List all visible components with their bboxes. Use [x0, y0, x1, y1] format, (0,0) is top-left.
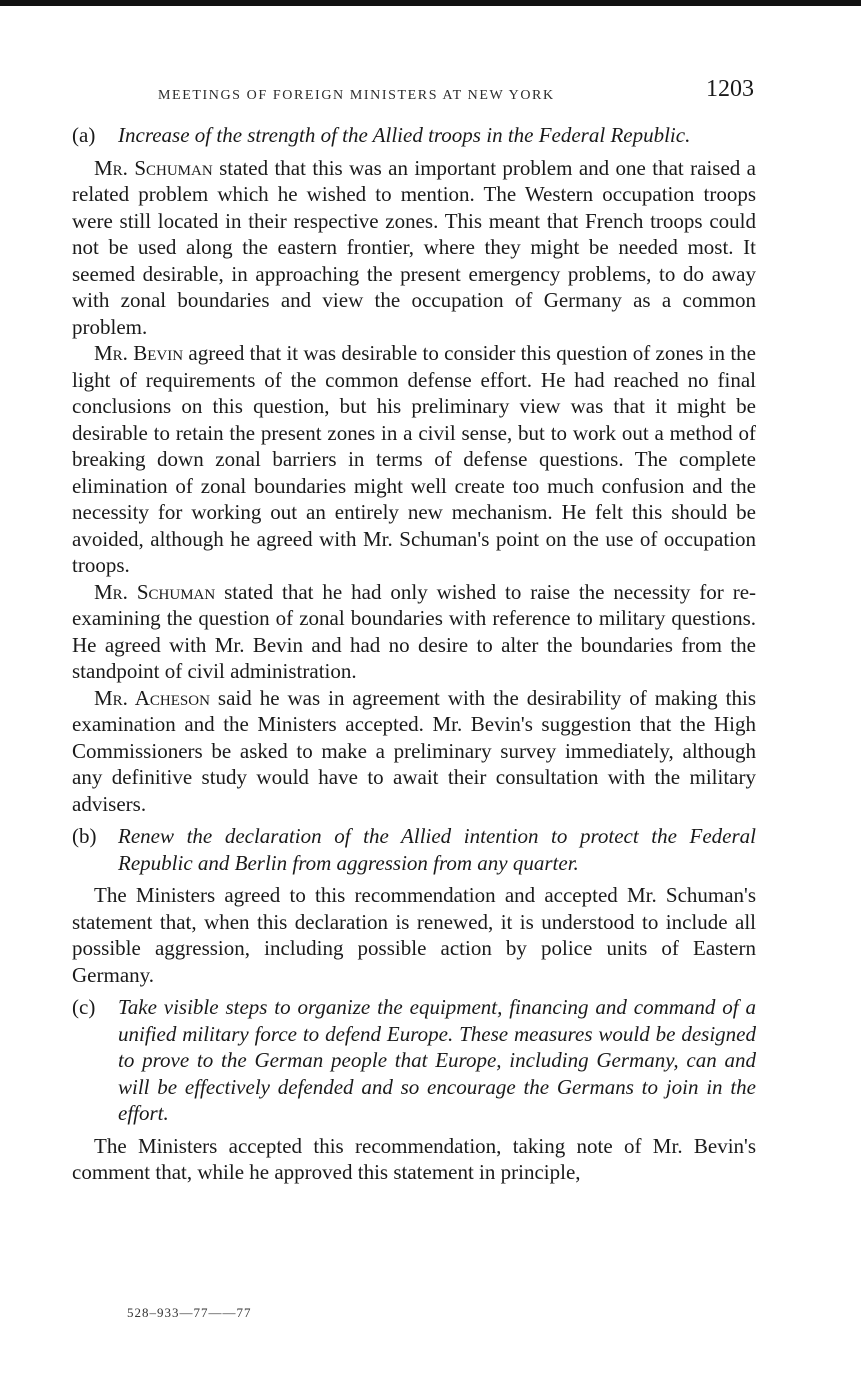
speaker-name: Mr. Bevin	[94, 341, 184, 365]
paragraph-text: said he was in agreement with the desirability of making this examination and the Ministers accepted. Mr. Bevin's suggestion that the High Commissioners be asked to make a preliminary survey immediately, although any definitive study would have to await their consultation with the military advisers.	[72, 685, 757, 816]
print-code: 528–933—77——77	[127, 1305, 252, 1320]
speaker-name: Mr. Acheson	[94, 685, 210, 710]
paragraph-text: stated that this was an important problem and one that raised a related problem which he wished to mention. The Western occupation troops were still located in their respective zones. This meant that French troops could not be used along the eastern frontier, where they might be needed most. It seemed desirable, in approaching the present emergency problems, to do away with zonal boundaries and view the occupation of Germany as a common problem.	[72, 155, 757, 339]
paragraph-text: The Ministers agreed to this recommendation and accepted Mr. Schuman's statement that, when this declaration is renewed, it is understood to include all possible aggression, including possible action by police units of Eastern Germany.	[72, 883, 756, 987]
item-text: Take visible steps to organize the equipment, financing and command of a unified military force to defend Europe. These measures would be designed to prove to the German people that Europe, including Germany, can and will be effectively defended and so encourage the Germans to join in the effort.	[118, 995, 756, 1125]
paragraph	[72, 155, 756, 341]
paragraph-text: stated that he had only wished to raise the necessity for re-examining the question of zonal boundaries with reference to military questions. He agreed with Mr. Bevin and had no desire to alter the boundaries from the standpoint of civil administration.	[72, 579, 757, 683]
paragraph	[72, 1133, 756, 1186]
document-body	[72, 122, 756, 1186]
paragraph-text: The Ministers accepted this recommendation, taking note of Mr. Bevin's comment that, while he approved this statement in principle,	[72, 1133, 756, 1184]
speaker-name: Mr. Schuman	[94, 155, 213, 180]
list-item-b	[72, 823, 756, 876]
page-header	[70, 76, 758, 112]
paragraph	[72, 685, 756, 818]
item-text: Renew the declaration of the Allied intention to protect the Federal Republic and Berlin from aggression from any quarter.	[118, 824, 756, 875]
paragraph-text: agreed that it was desirable to consider this question of zones in the light of requirements of the common defense effort. He had reached no final conclusions on this question, but his preliminary view was that it might be desirable to retain the present zones in a civil sense, but to work out a method of breaking down zonal barriers in terms of defense questions. The complete elimination of zonal boundaries might well create too much confusion and the necessity for working out an entirely new mechanism. He felt this should be avoided, although he agreed with Mr. Schuman's point on the use of occupation troops.	[72, 341, 756, 577]
page-top-border	[0, 0, 861, 6]
list-item-a	[72, 122, 756, 149]
list-item-c	[72, 994, 756, 1127]
item-label: (c)	[72, 995, 96, 1019]
item-label: (a)	[72, 123, 96, 147]
paragraph	[72, 882, 756, 988]
speaker-name: Mr. Schuman	[94, 579, 216, 604]
item-text: Increase of the strength of the Allied troops in the Federal Republic.	[118, 123, 691, 147]
paragraph	[72, 579, 756, 685]
paragraph	[72, 340, 756, 579]
item-label: (b)	[72, 824, 97, 848]
running-head: MEETINGS OF FOREIGN MINISTERS AT NEW YORK	[158, 88, 555, 103]
page-number: 1203	[706, 76, 754, 102]
